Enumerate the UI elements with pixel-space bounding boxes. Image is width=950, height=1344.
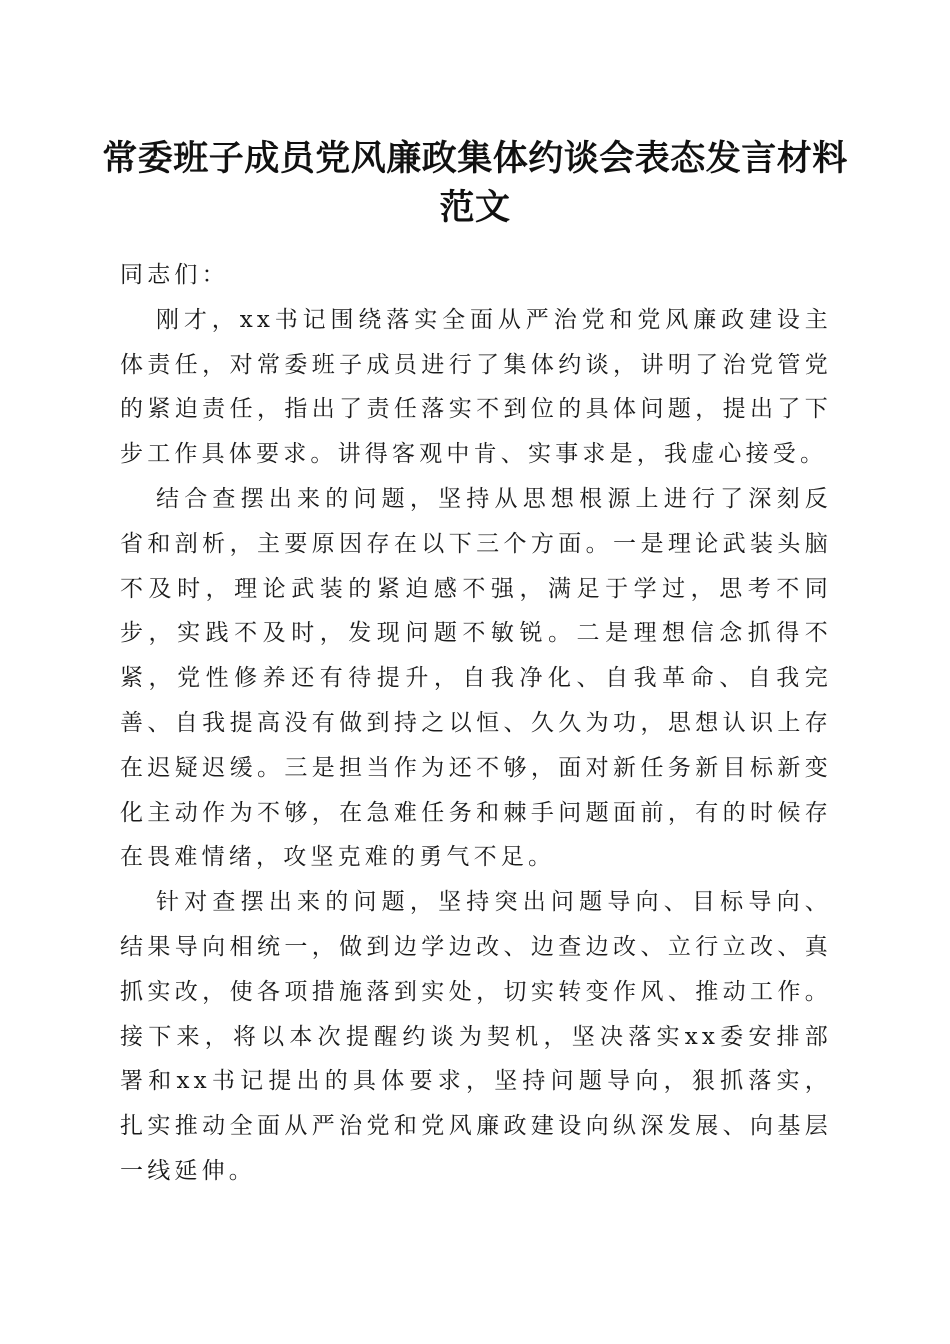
salutation: 同志们： [120, 262, 229, 288]
paragraph-3: 针对查摆出来的问题，坚持突出问题导向、目标导向、结果导向相统一，做到边学边改、边查边改、立行立改、真抓实改，使各项措施落到实处，切实转变作风、推动工作。接下来，将以本次提醒约谈为契机，坚决落实xx委安排部署和xx书记提出的具体要求，坚持问题导向，狠抓落实，扎实推动全面从严治党和党风廉政建设向纵深发展、向基层一线延伸。 [120, 889, 832, 1184]
paragraph-2: 结合查摆出来的问题，坚持从思想根源上进行了深刻反省和剖析，主要原因存在以下三个方面。一是理论武装头脑不及时，理论武装的紧迫感不强，满足于学过，思考不同步，实践不及时，发现问题不敏锐。二是理想信念抓得不紧，党性修养还有待提升，自我净化、自我革命、自我完善、自我提高没有做到持之以恒、久久为功，思想认识上存在迟疑迟缓。三是担当作为还不够，面对新任务新目标新变化主动作为不够，在急难任务和棘手问题面前，有的时候存在畏难情绪，攻坚克难的勇气不足。 [120, 485, 832, 871]
document-title: 常委班子成员党风廉政集体约谈会表态发言材料范文 [102, 138, 848, 228]
document-body [120, 253, 832, 1194]
paragraph-1: 刚才，xx书记围绕落实全面从严治党和党风廉政建设主体责任，对常委班子成员进行了集体约谈，讲明了治党管党的紧迫责任，指出了责任落实不到位的具体问题，提出了下步工作具体要求。讲得客观中肯、实事求是，我虚心接受。 [120, 306, 832, 468]
